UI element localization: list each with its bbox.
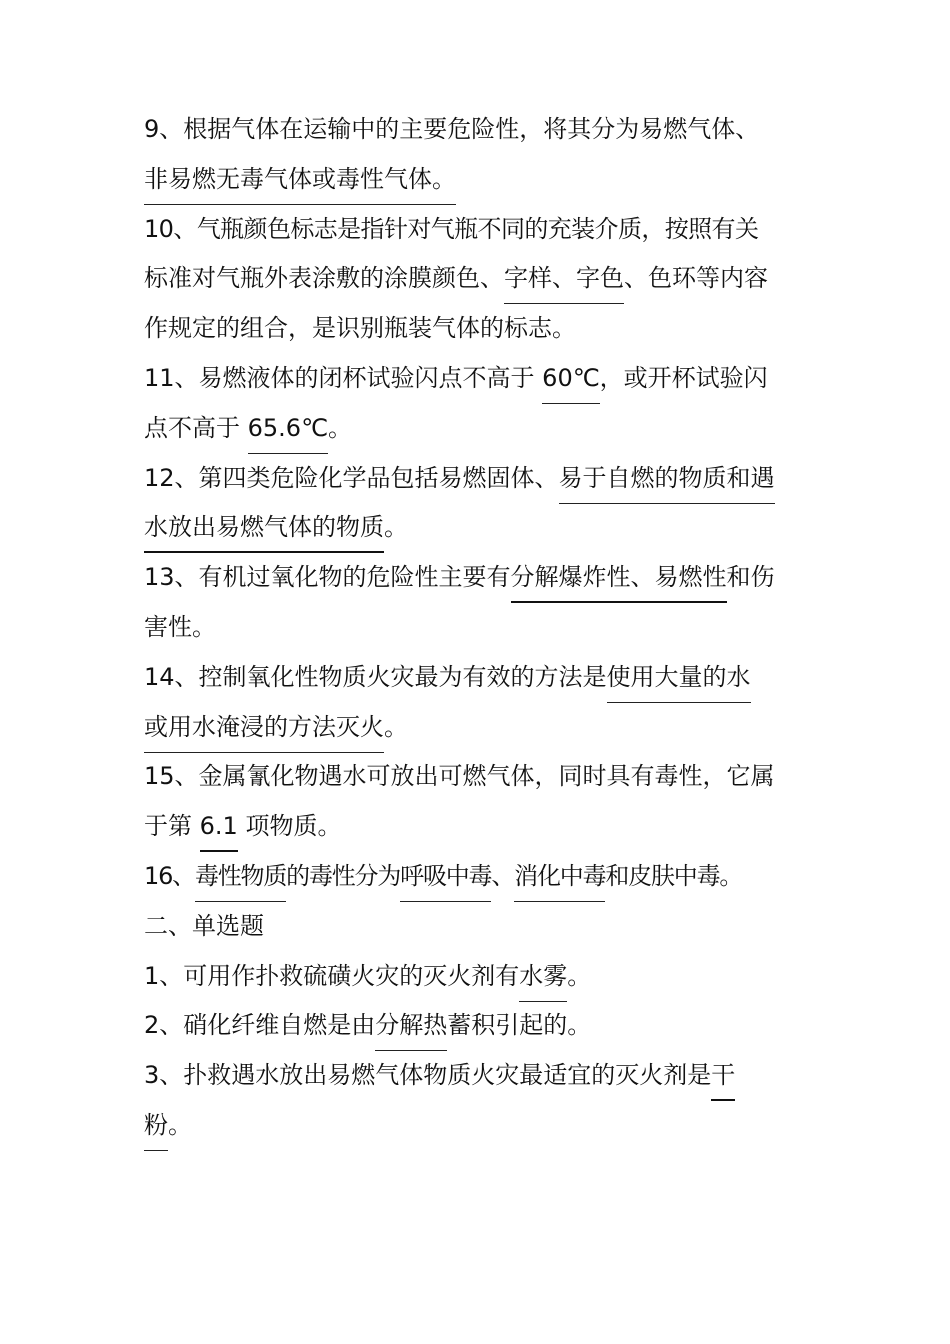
text-segment: 3、扑救遇水放出易燃气体物质火灾最适宜的灭火剂是	[144, 1061, 712, 1090]
text-segment: 点不高于	[144, 413, 248, 442]
answer-blank: 分解热	[375, 1011, 448, 1040]
question-15-line-2	[144, 802, 809, 852]
question-13-line-1	[144, 553, 809, 603]
text-segment: 2、硝化纤维自燃是由	[144, 1011, 376, 1040]
text-segment: 的毒性分为	[286, 861, 401, 890]
answer-blank: 易于自燃的物质和遇	[558, 463, 775, 492]
answer-blank: 水雾	[519, 961, 568, 990]
text-segment: 1、可用作扑救硫磺火灾的灭火剂有	[144, 961, 520, 990]
answer-blank: 使用大量的水	[606, 662, 751, 691]
text-segment: 13、有机过氧化物的危险性主要有	[144, 563, 511, 592]
text-segment: 9、根据气体在运输中的主要危险性，将其分为易燃气体、	[144, 115, 760, 143]
answer-blank: 水放出易燃气体的物质	[144, 513, 384, 542]
question-11-line-1	[144, 354, 809, 404]
text-segment: 于第	[144, 812, 200, 841]
text-segment: 10、气瓶颜色标志是指针对气瓶不同的充装介质，按照有关	[144, 214, 759, 243]
text-segment: 16、	[144, 861, 195, 890]
text-segment: 11、易燃液体的闭杯试验闪点不高于	[144, 363, 543, 392]
text-segment: 。	[328, 413, 353, 442]
section-heading	[144, 902, 809, 952]
answer-blank: 分解爆炸性、易燃性	[510, 563, 727, 592]
question-16-line-1	[144, 852, 809, 902]
question-12-line-1	[144, 454, 809, 504]
single-choice-1	[144, 952, 809, 1002]
text-segment: 。	[168, 1110, 192, 1139]
document-page	[144, 105, 809, 1151]
text-segment: 害性。	[144, 612, 216, 641]
answer-blank: 消化中毒	[514, 861, 606, 890]
question-13-line-2	[144, 603, 809, 653]
text-segment: 作规定的组合，是识别瓶装气体的标志。	[144, 314, 576, 343]
answer-blank: 干	[711, 1061, 736, 1090]
text-segment: 。	[384, 712, 408, 741]
single-choice-2	[144, 1001, 809, 1051]
answer-blank: 6.1	[199, 812, 238, 841]
question-9-line-1	[144, 105, 809, 155]
question-10-line-3	[144, 304, 809, 354]
text-segment: 标准对气瓶外表涂敷的涂膜颜色、	[144, 264, 504, 293]
question-15-line-1	[144, 752, 809, 802]
text-segment: 蓄积引起的。	[447, 1011, 592, 1040]
answer-blank: 60℃	[542, 363, 600, 392]
answer-blank: 字样、字色	[504, 264, 624, 293]
text-segment: 14、控制氧化性物质火灾最为有效的方法是	[144, 662, 607, 691]
answer-blank: 毒性物质	[194, 861, 287, 890]
text-segment: 。	[567, 961, 592, 990]
single-choice-3-line-1	[144, 1051, 809, 1101]
question-9-line-2	[144, 155, 809, 205]
text-segment: ，或开杯试验闪	[599, 363, 768, 392]
answer-blank: 65.6℃	[247, 413, 329, 442]
text-segment: 。	[384, 513, 408, 542]
text-segment: 、	[491, 861, 515, 890]
question-12-line-2	[144, 503, 809, 553]
question-10-line-2	[144, 254, 809, 304]
single-choice-3-line-2	[144, 1101, 809, 1151]
question-14-line-1	[144, 653, 809, 703]
text-segment: 12、第四类危险化学品包括易燃固体、	[144, 463, 559, 492]
answer-blank: 非易燃无毒气体或毒性气体。	[144, 164, 456, 193]
text-segment: 二、单选题	[144, 911, 264, 940]
text-segment: 和皮肤中毒。	[605, 861, 743, 890]
text-segment: 、色环等内容	[624, 264, 768, 293]
text-segment: 和伤	[726, 563, 775, 592]
question-14-line-2	[144, 703, 809, 753]
question-11-line-2	[144, 404, 809, 454]
question-10-line-1	[144, 205, 809, 255]
text-segment: 15、金属氰化物遇水可放出可燃气体，同时具有毒性，它属	[144, 762, 775, 791]
answer-blank: 或用水淹浸的方法灭火	[144, 712, 384, 741]
text-segment: 项物质。	[237, 812, 342, 841]
answer-blank: 粉	[144, 1110, 168, 1139]
answer-blank: 呼吸中毒	[400, 861, 492, 890]
